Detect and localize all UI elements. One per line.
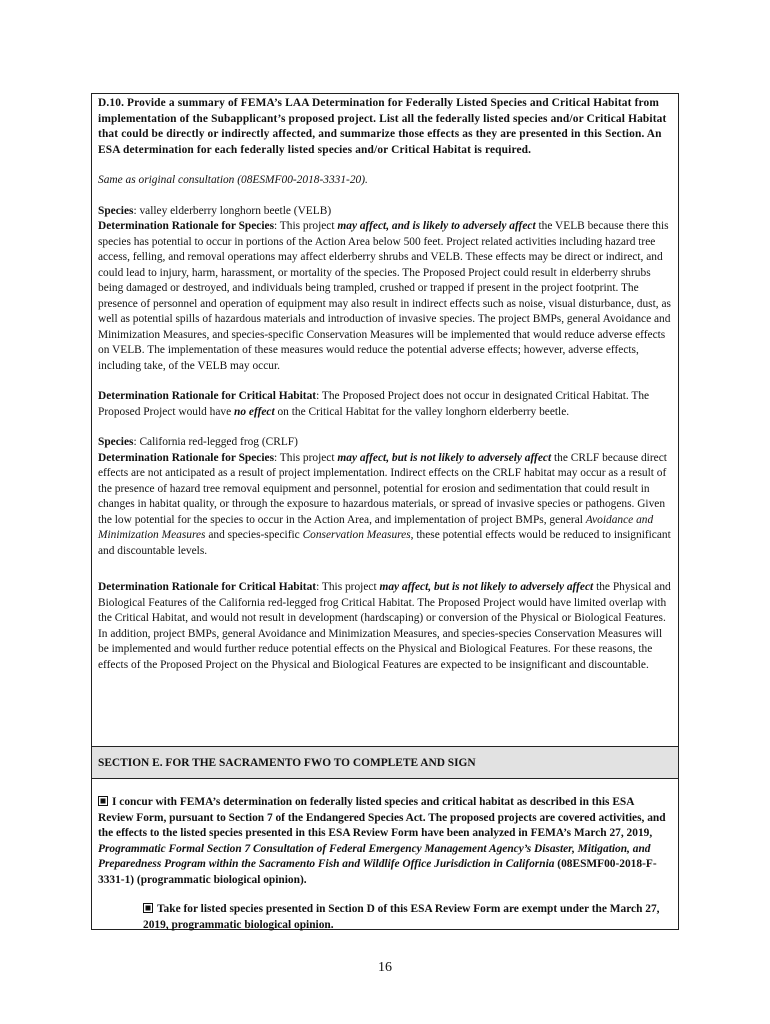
velb-habitat-determination: no effect [234, 405, 275, 418]
crlf-species-rationale: Determination Rationale for Species: This project may affect, but is not likely to adversely affect the CRLF because direct effects are not anticipated as a result of project implementation. Indirect effects on the CRLF habitat may occur as a result of the presence of hazard tree removal equipment and personnel, potential for erosion and sedimentation that could result in changes in habitat quality, or through the exposure to hazardous materials, or spread of invasive species or pathogens. Given the low potential for the species to occur in the Action Area, and implementation of project BMPs, general Avoidance and Minimization Measures and species-specific Conservation Measures, these potential effects would be reduced to insignificant and discountable levels. [98, 451, 671, 557]
take-statement: Take for listed species presented in Section D of this ESA Review Form are exempt under the March 27, 2019, programmatic biological opinion. [143, 903, 660, 931]
concur-checkbox[interactable] [98, 796, 108, 806]
page-number: 16 [378, 960, 392, 975]
species-label: Species [98, 204, 134, 217]
velb-habitat-rationale: Determination Rationale for Critical Habitat: The Proposed Project does not occur in designated Critical Habitat. The Proposed Project would have no effect on the Critical Habitat for the valley longhorn elderberry beetle. [98, 390, 650, 418]
concur-statement: I concur with FEMA’s determination on federally listed species and critical habitat as described in this ESA Review Form, pursuant to Section 7 of the Endangered Species Act. The proposed projects are covered activities, and the effects to the listed species presented in this ESA Review Form have been analyzed in FEMA’s March 27, 2019, Programmatic Formal Section 7 Consultation of Federal Emergency Management Agency’s Disaster, Mitigation, and Preparedness Program within the Sacramento Fish and Wildlife Office Jurisdiction in California (08ESMF00-2018-F-3331-1) (programmatic biological opinion). [98, 796, 666, 886]
section-d10-cell [92, 94, 678, 747]
section-e-header [92, 747, 678, 779]
velb-species-rationale: Determination Rationale for Species: This project may affect, and is likely to adversely affect the VELB because there this species has potential to occur in portions of the Action Area below 500 feet. Project related activities including hazard tree access, felling, and removal operations may affect elderberry shrubs and VELB. These effects may be direct or indirect, and could lead to injury, harm, harassment, or mortality of the species. The Proposed Project could result in elderberry shrubs being damaged or destroyed, and individuals being trampled, crushed or trapped if present in the project footprint. The presence of personnel and operation of equipment may also result in indirect effects such as noise, visual disturbance, dust, as well as potential spills of hazardous materials and introduction of invasive species. The project BMPs, general Avoidance and Minimization Measures, and species-specific Conservation Measures will be implemented that would reduce adverse effects on VELB. The implementation of these measures would reduce the potential adverse effects; however, adverse effects, including take, of the VELB may occur. [98, 220, 671, 372]
rationale-habitat-label: Determination Rationale for Critical Habitat [98, 390, 317, 402]
rationale-species-label: Determination Rationale for Species [98, 451, 274, 464]
crlf-determination: may affect, but is not likely to adversely affect [337, 451, 552, 464]
concurrence-cell [92, 779, 678, 929]
rationale-species-label: Determination Rationale for Species [98, 220, 274, 232]
same-as-note: Same as original consultation (08ESMF00-2018-3331-20). [98, 174, 368, 186]
crlf-habitat-rationale: Determination Rationale for Critical Habitat: This project may affect, but is not likely to adversely affect the Physical and Biological Features of the California red-legged frog Critical Habitat. The Proposed Project would have limited overlap with the Critical Habitat, and would not result in development (hardscaping) or conversion of the Physical or Biological Features. In addition, project BMPs, general Avoidance and Minimization Measures, and species-species Conservation Measures will be implemented and would further reduce potential effects on the Physical and Biological Features. For these reasons, the effects of the Proposed Project on the Physical and Biological Features are expected to be insignificant and discountable. [98, 581, 671, 671]
species-label: Species [98, 436, 134, 448]
rationale-habitat-label: Determination Rationale for Critical Habitat [98, 581, 317, 593]
crlf-species-line: Species: California red-legged frog (CRLF) [98, 436, 298, 448]
section-e-title: SECTION E. FOR THE SACRAMENTO FWO TO COMPLETE AND SIGN [98, 757, 476, 769]
velb-species-line: Species: valley elderberry longhorn beetle (VELB) [98, 204, 332, 217]
take-checkbox[interactable] [143, 903, 153, 913]
form-table [91, 93, 679, 930]
velb-determination: may affect, and is likely to adversely affect [337, 220, 536, 232]
d10-question: D.10. Provide a summary of FEMA’s LAA Determination for Federally Listed Species and Critical Habitat from implementation of the Subapplicant’s proposed project. List all the federally listed species and/or Critical Habitat that could be directly or indirectly affected, and summarize those effects as they are presented in this Section. An ESA determination for each federally listed species and/or Critical Habitat is required. [98, 97, 667, 156]
crlf-habitat-determination: may affect, but is not likely to adversely affect [379, 581, 594, 593]
